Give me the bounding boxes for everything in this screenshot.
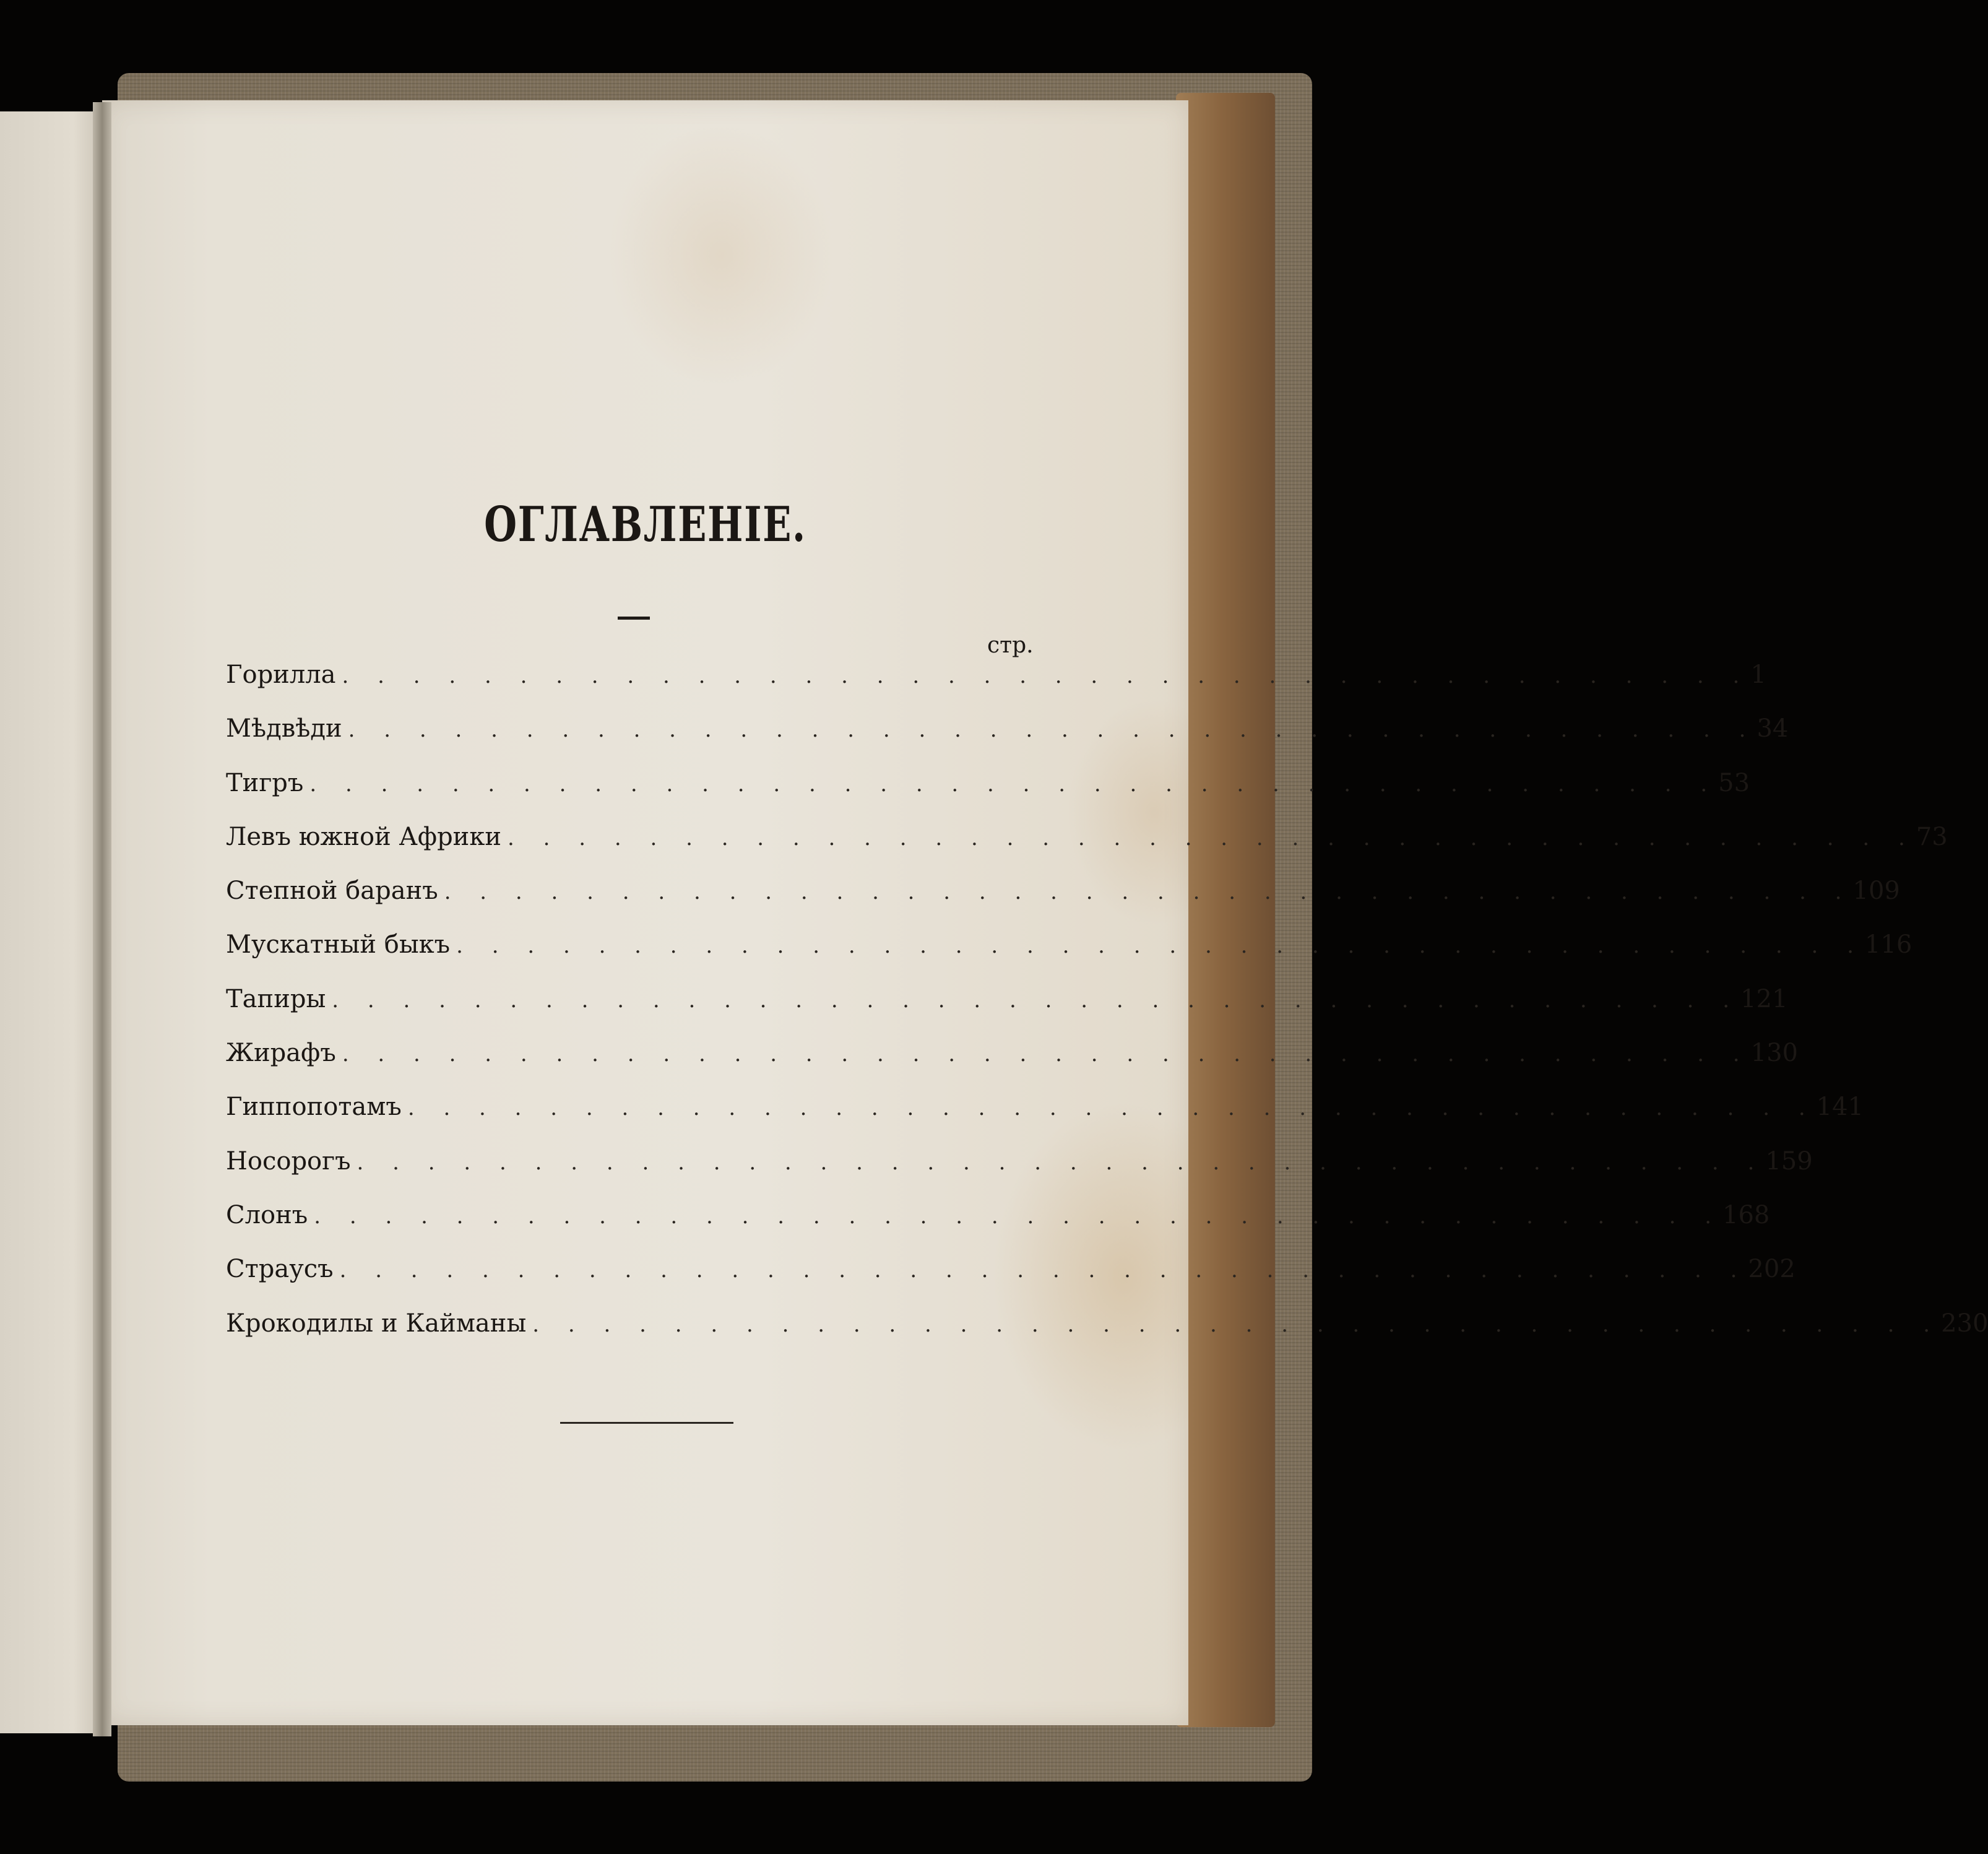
toc-entry-page: 130 xyxy=(1750,1039,1798,1068)
toc-entry xyxy=(226,1039,1798,1093)
toc-entry-page: 73 xyxy=(1916,822,1948,851)
toc-entry xyxy=(226,984,1788,1039)
dot-leader: . . . . . . . . . . . . . . . . . . . . . . . . . . . . . . . . . . . . . . . . xyxy=(342,1042,1751,1067)
toc-entry-page: 159 xyxy=(1765,1146,1813,1176)
dot-leader: . . . . . . . . . . . . . . . . . . . . . . . . . . . . . . . . . . . . . . . . xyxy=(407,1096,1817,1121)
page-column-label: стр. xyxy=(987,633,1034,658)
toc-entry xyxy=(226,714,1789,768)
book-page xyxy=(102,100,1988,1725)
toc-entry-title: Крокодилы и Кайманы xyxy=(226,1309,527,1338)
dot-leader: . . . . . . . . . . . . . . . . . . . . . . . . . . . . . . . . . . . . . . . . xyxy=(508,825,1916,851)
toc-entry xyxy=(226,768,1750,823)
left-page xyxy=(0,111,105,1733)
toc-entry-title: Тапиры xyxy=(226,984,326,1013)
toc-entry xyxy=(226,1200,1770,1255)
toc-entry-title: Жирафъ xyxy=(226,1039,336,1068)
toc-entry xyxy=(226,1255,1796,1309)
toc-entry-title: Тигръ xyxy=(226,768,304,797)
dot-leader: . . . . . . . . . . . . . . . . . . . . . . . . . . . . . . . . . . . . . . . . xyxy=(309,771,1719,797)
toc-entry xyxy=(226,661,1766,714)
toc-entry-page: 168 xyxy=(1722,1200,1770,1229)
toc-entry xyxy=(226,877,1900,930)
toc-entry-title: Гиппопотамъ xyxy=(226,1093,402,1122)
dot-leader: . . . . . . . . . . . . . . . . . . . . . . . . . . . . . . . . . . . . . . . . xyxy=(348,717,1757,743)
page-title: ОГЛАВЛЕНІЕ. xyxy=(484,496,806,553)
table-of-contents xyxy=(226,661,1988,1363)
dot-leader: . . . . . . . . . . . . . . . . . . . . . . . . . . . . . . . . . . . . . . . . xyxy=(357,1150,1766,1175)
toc-entry-title: Мускатный быкъ xyxy=(226,930,451,959)
cover-edge xyxy=(1176,93,1275,1727)
toc-entry xyxy=(226,822,1948,877)
title-rule xyxy=(618,617,650,620)
dot-leader: . . . . . . . . . . . . . . . . . . . . . . . . . . . . . . . . . . . . . . . . xyxy=(456,933,1865,959)
dot-leader: . . . . . . . . . . . . . . . . . . . . . . . . . . . . . . . . . . . . . . . . xyxy=(314,1203,1723,1229)
toc-entry-title: Горилла xyxy=(226,661,336,689)
book-gutter xyxy=(93,102,111,1736)
dot-leader: . . . . . . . . . . . . . . . . . . . . . . . . . . . . . . . . . . . . . . . . xyxy=(532,1312,1942,1337)
toc-entry-page: 109 xyxy=(1852,877,1900,906)
toc-entry-title: Степной баранъ xyxy=(226,877,438,906)
toc-entry xyxy=(226,1309,1988,1363)
toc-entry-title: Левъ южной Африки xyxy=(226,822,501,851)
toc-entry-title: Мѣдвѣди xyxy=(226,714,342,743)
dot-leader: . . . . . . . . . . . . . . . . . . . . . . . . . . . . . . . . . . . . . . . . xyxy=(342,664,1751,688)
toc-entry-page: 1 xyxy=(1750,661,1766,689)
toc-entry-page: 34 xyxy=(1757,714,1789,743)
toc-entry-title: Слонъ xyxy=(226,1200,308,1229)
toc-entry-page: 230 xyxy=(1941,1309,1988,1338)
toc-entry xyxy=(226,930,1912,984)
toc-entry-page: 53 xyxy=(1718,768,1750,797)
toc-entry-title: Носорогъ xyxy=(226,1146,351,1176)
dot-leader: . . . . . . . . . . . . . . . . . . . . . . . . . . . . . . . . . . . . . . . . xyxy=(444,880,1853,905)
toc-entry xyxy=(226,1146,1813,1201)
toc-entry-page: 116 xyxy=(1864,930,1912,959)
bottom-rule xyxy=(560,1422,733,1424)
toc-entry-title: Страусъ xyxy=(226,1255,334,1284)
dot-leader: . . . . . . . . . . . . . . . . . . . . . . . . . . . . . . . . . . . . . . . . xyxy=(339,1258,1748,1283)
toc-entry-page: 121 xyxy=(1740,984,1788,1013)
toc-entry-page: 202 xyxy=(1748,1255,1796,1284)
toc-entry xyxy=(226,1093,1864,1146)
dot-leader: . . . . . . . . . . . . . . . . . . . . . . . . . . . . . . . . . . . . . . . . xyxy=(332,987,1741,1013)
toc-entry-page: 141 xyxy=(1816,1093,1864,1122)
